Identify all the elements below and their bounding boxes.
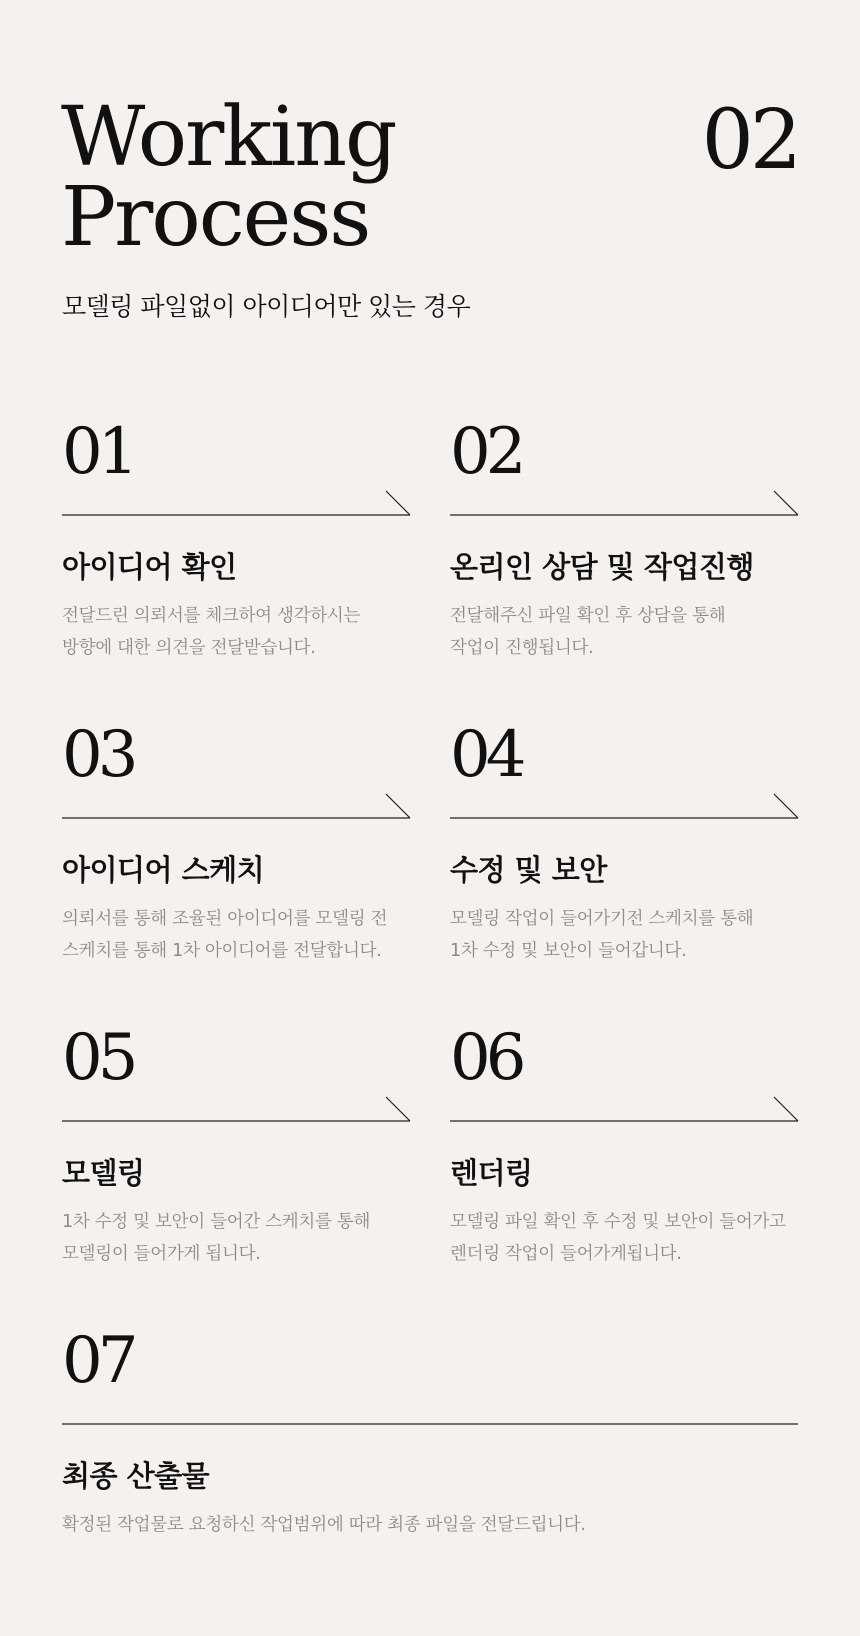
page-title [61,90,396,265]
step-arrow-rule [62,793,410,823]
step-description [62,1206,410,1270]
step-description [450,903,798,967]
step-title: 온리인 상담 및 작업진행 [450,550,754,584]
page-number: 02 [701,93,798,188]
step-description [62,903,410,967]
process-step [62,1324,798,1541]
process-step [450,415,798,664]
step-description-line: 렌더링 작업이 들어가게됩니다. [450,1244,682,1264]
step-arrow-rule [62,490,410,520]
step-description-line: 스케치를 통해 1차 아이디어를 전달합니다. [62,941,382,961]
step-title: 수정 및 보안 [450,853,607,887]
step-arrow-rule [450,793,798,823]
step-number: 06 [450,1021,522,1095]
process-step [62,1021,410,1270]
process-step [450,1021,798,1270]
step-number: 01 [62,415,134,489]
step-description [450,600,798,664]
step-description-line: 확정된 작업물로 요청하신 작업범위에 따라 최종 파일을 전달드립니다. [62,1515,586,1535]
step-description-line: 작업이 진행됩니다. [450,638,594,658]
step-number: 04 [450,718,522,792]
step-description-line: 1차 수정 및 보안이 들어간 스케치를 통해 [62,1212,371,1232]
page-subtitle: 모델링 파일없이 아이디어만 있는 경우 [62,292,471,321]
title-line-2: Process [61,170,370,265]
step-description-line: 모델링 작업이 들어가기전 스케치를 통해 [450,909,754,929]
step-divider [62,1399,798,1429]
process-step [62,415,410,664]
step-description-line: 의뢰서를 통해 조율된 아이디어를 모델링 전 [62,909,388,929]
step-title: 렌더링 [450,1156,533,1190]
step-description-line: 전달해주신 파일 확인 후 상담을 통해 [450,606,726,626]
step-title: 아이디어 스케치 [62,853,265,887]
step-description [62,600,410,664]
step-description-line: 모델링이 들어가게 됩니다. [62,1244,261,1264]
step-number: 02 [450,415,522,489]
step-description [450,1206,798,1270]
step-number: 03 [62,718,134,792]
step-number: 07 [62,1324,134,1398]
step-arrow-rule [450,1096,798,1126]
step-arrow-rule [62,1096,410,1126]
step-description-line: 전달드린 의뢰서를 체크하여 생각하시는 [62,606,361,626]
step-description-line: 1차 수정 및 보안이 들어갑니다. [450,941,687,961]
step-title: 최종 산출물 [62,1459,210,1493]
step-description-line: 방향에 대한 의견을 전달받습니다. [62,638,316,658]
step-title: 아이디어 확인 [62,550,237,584]
step-arrow-rule [450,490,798,520]
step-description [62,1509,798,1541]
process-step [450,718,798,967]
step-description-line: 모델링 파일 확인 후 수정 및 보안이 들어가고 [450,1212,786,1232]
step-title: 모델링 [62,1156,145,1190]
step-number: 05 [62,1021,134,1095]
title-line-1: Working [61,90,396,185]
process-step [62,718,410,967]
